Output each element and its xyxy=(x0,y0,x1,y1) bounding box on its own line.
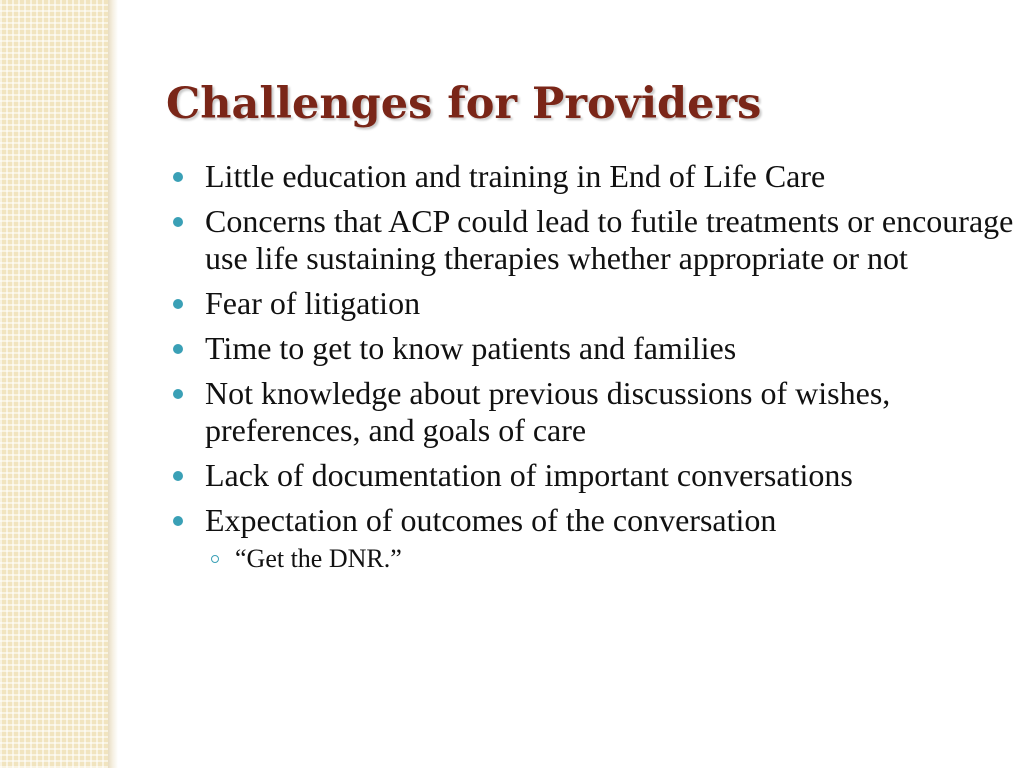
sub-bullet-text: “Get the DNR.” xyxy=(235,544,402,573)
bullet-text: Not knowledge about previous discussions of wishes, preferences, and goals of care xyxy=(205,375,891,448)
sub-bullet-list xyxy=(205,543,1016,575)
bullet-text: Fear of litigation xyxy=(205,285,421,321)
bullet-text: Time to get to know patients and families xyxy=(205,330,737,366)
bullet-text: Little education and training in End of Life Care xyxy=(205,158,826,194)
decorative-side-band xyxy=(0,0,108,768)
bullet-item xyxy=(166,203,1016,277)
bullet-text: Lack of documentation of important conversations xyxy=(205,457,853,493)
bullet-item xyxy=(166,375,1016,449)
bullet-item xyxy=(166,457,1016,494)
bullet-item xyxy=(166,502,1016,575)
bullet-item xyxy=(166,158,1016,195)
bullet-dot-icon xyxy=(173,389,183,399)
bullet-dot-icon xyxy=(173,516,183,526)
sub-bullet-item xyxy=(205,543,1016,575)
side-band-shadow xyxy=(108,0,118,768)
bullet-text: Expectation of outcomes of the conversation xyxy=(205,502,777,538)
bullet-list xyxy=(166,158,1016,583)
bullet-dot-icon xyxy=(173,471,183,481)
bullet-dot-icon xyxy=(173,299,183,309)
bullet-dot-icon xyxy=(173,172,183,182)
bullet-item xyxy=(166,330,1016,367)
slide-title: Challenges for Providers xyxy=(166,79,762,129)
bullet-dot-icon xyxy=(173,217,183,227)
bullet-item xyxy=(166,285,1016,322)
bullet-ring-icon xyxy=(211,555,219,563)
bullet-dot-icon xyxy=(173,344,183,354)
bullet-text: Concerns that ACP could lead to futile treatments or encourage use life sustaining therapies whether appropriate or not xyxy=(205,203,1014,276)
